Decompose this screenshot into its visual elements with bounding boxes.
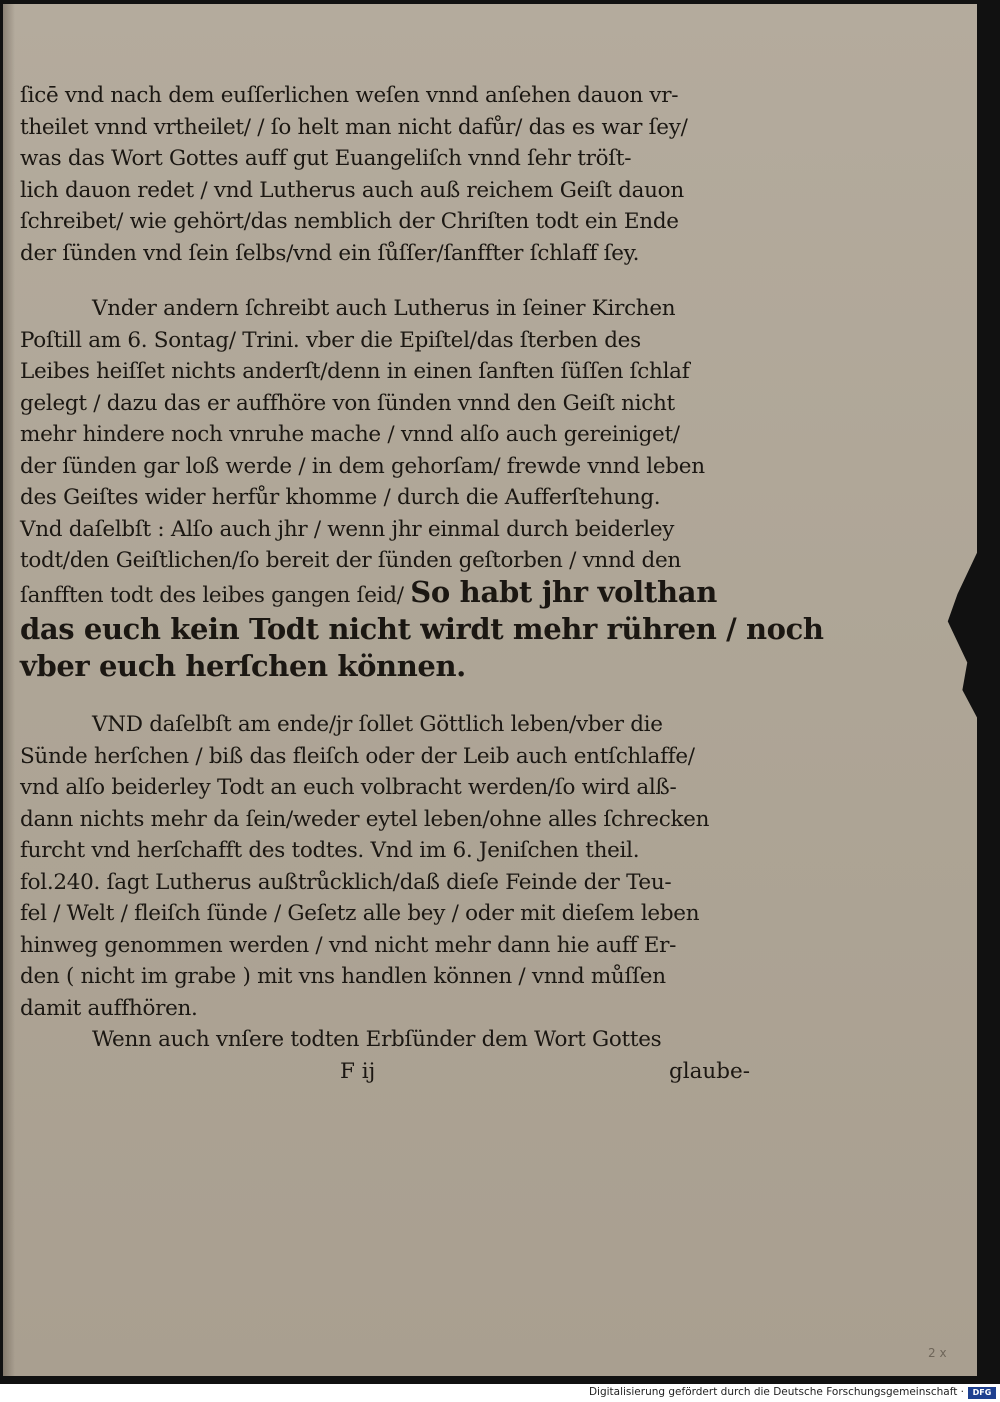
footer-credit: Digitalisierung gefördert durch die Deutsche Forschungsgemeinschaft · — [588, 1386, 964, 1398]
text-line: dann nichts mehr da ſein/weder eytel leben/ohne alles ſchrecken — [20, 806, 710, 832]
text-line: was das Wort Gottes auff gut Euangeliſch vnnd ſehr tröſt- — [20, 146, 632, 171]
text-line: furcht vnd herſchafft des todtes. Vnd im 6. Jeniſchen theil. — [20, 838, 640, 863]
text-line: ſicē vnd nach dem euſſerlichen weſen vnnd anſehen dauon vr- — [20, 83, 679, 108]
signature-row — [20, 1056, 750, 1088]
text-line: theilet vnnd vrtheilet/ / ſo helt man nicht dafůr/ das es war ſey/ — [20, 114, 688, 140]
text-line: mehr hindere noch vnruhe mache / vnnd alſo auch gereiniget/ — [20, 422, 680, 447]
text-line: fel / Welt / fleiſch ſünde / Geſetz alle bey / oder mit dieſem leben — [20, 901, 700, 926]
paragraph-gap — [20, 685, 750, 709]
text-line: todt/den Geiſtlichen/ſo bereit der ſünden geſtorben / vnnd den — [20, 548, 681, 573]
catchword: glaube- — [668, 1058, 750, 1084]
corner-mark: 2 x — [928, 1346, 947, 1360]
text-line: fol.240. ſagt Lutherus außtrůcklich/daß dieſe Feinde der Teu- — [20, 869, 672, 895]
text-line: Wenn auch vnſere todten Erbſünder dem Wort Gottes — [92, 1027, 662, 1052]
text-line: VND daſelbſt am ende/jr ſollet Göttlich leben/vber die — [92, 712, 663, 737]
text-line: Vnd daſelbſt : Alſo auch jhr / wenn jhr einmal durch beiderley — [20, 516, 675, 542]
emphasized-text: So habt jhr volthan — [410, 574, 718, 609]
text-line: lich dauon redet / vnd Lutherus auch auß reichem Geiſt dauon — [20, 177, 684, 203]
text-line: Leibes heiſſet nichts anderſt/denn in einen ſanften ſüſſen ſchlaf — [20, 359, 690, 384]
text-line: hinweg genommen werden / vnd nicht mehr dann hie auff Er- — [20, 932, 677, 958]
emphasized-line: vber euch herſchen können. — [20, 649, 466, 683]
text-line: Poſtill am 6. Sontag/ Trini. vber die Epiſtel/das ſterben des — [20, 327, 641, 353]
text-line: vnd alſo beiderley Todt an euch volbracht werden/ſo wird alß- — [20, 775, 677, 800]
text-line-mixed — [20, 574, 750, 612]
signature-mark: F ij — [340, 1058, 376, 1084]
text-line: ſchreibet/ wie gehört/das nemblich der Chriſten todt ein Ende — [20, 209, 679, 234]
text-line: Sünde herſchen / biß das fleiſch oder der Leib auch entſchlaffe/ — [20, 743, 695, 769]
page-text — [20, 80, 824, 1088]
text-line: den ( nicht im grabe ) mit vns handlen können / vnnd můſſen — [20, 964, 666, 989]
text-line: Vnder andern ſchreibt auch Lutherus in ſeiner Kirchen — [92, 296, 676, 321]
text-line: gelegt / dazu das er auffhöre von ſünden vnnd den Geiſt nicht — [20, 390, 675, 416]
text-line: der ſünden vnd ſein ſelbs/vnd ein ſůſſer/ſanffter ſchlaff ſey. — [20, 240, 640, 266]
dfg-logo-icon: DFG — [968, 1387, 996, 1399]
text-span: ſanfften todt des leibes gangen ſeid/ — [20, 582, 404, 608]
paragraph-gap — [20, 269, 750, 293]
text-line: damit auffhören. — [20, 995, 198, 1021]
footer-bar — [0, 1384, 1000, 1402]
emphasized-line: das euch kein Todt nicht wirdt mehr rühren / noch — [20, 612, 824, 646]
page-edge-shadow — [3, 4, 15, 1376]
text-line: des Geiſtes wider herfůr khomme / durch die Aufferſtehung. — [20, 485, 661, 510]
text-line: der ſünden gar loß werde / in dem gehorſam/ frewde vnnd leben — [20, 453, 705, 479]
